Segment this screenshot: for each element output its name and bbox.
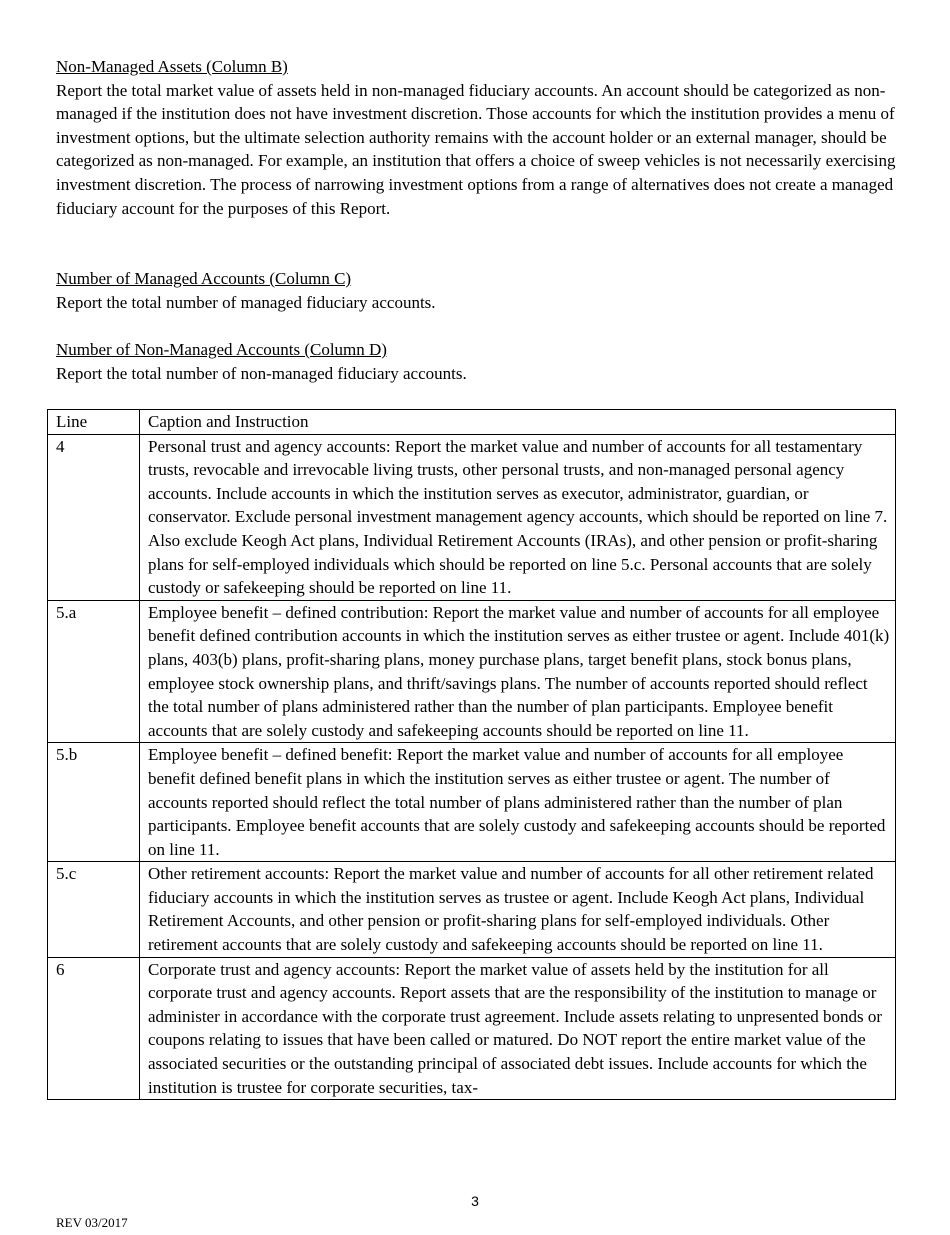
line-number: 5.a [48,600,140,743]
header-caption: Caption and Instruction [140,410,896,435]
section-heading: Non-Managed Assets (Column B) [56,57,288,76]
caption-instruction: Other retirement accounts: Report the market value and number of accounts for all other retirement related fiduciary accounts in which the institution serves as trustee or agent. Include Keogh Act plans, Individual Retirement Accounts, and other pension or profit-sharing plans for self-employed individuals. Other retirement accounts that are solely custody and safekeeping accounts should be reported on line 11. [140,862,896,957]
header-line: Line [48,410,140,435]
table-row [48,600,896,743]
table-row [48,743,896,862]
table-header-row [48,410,896,435]
section-heading: Number of Managed Accounts (Column C) [56,269,352,288]
table-row [48,434,896,600]
line-number: 6 [48,957,140,1100]
caption-instruction: Personal trust and agency accounts: Report the market value and number of accounts for all testamentary trusts, revocable and irrevocable living trusts, other personal trusts, and non-managed personal agency accounts. Include accounts in which the institution serves as executor, administrator, guardian, or conservator. Exclude personal investment management agency accounts, which should be reported on line 7. Also exclude Keogh Act plans, Individual Retirement Accounts (IRAs), and other pension or profit-sharing plans for self-employed individuals which should be reported on line 5.c. Personal accounts that are solely custody or safekeeping should be reported on line 11. [140,434,896,600]
section-text: Report the total market value of assets held in non-managed fiduciary accounts. An account should be categorized as non-managed if the institution does not have investment discretion. Those accounts for which the institution provides a menu of investment options, but the ultimate selection authority remains with the account holder or an external manager, should be categorized as non-managed. For example, an institution that offers a choice of sweep vehicles is not necessarily exercising investment discretion. The process of narrowing investment options from a range of alternatives does not create a managed fiduciary account for the purposes of this Report. [56,80,896,218]
instructions-table [47,409,896,1100]
line-number: 5.b [48,743,140,862]
section-text: Report the total number of managed fiduciary accounts. [56,292,436,312]
caption-instruction: Corporate trust and agency accounts: Report the market value of assets held by the institution for all corporate trust and agency accounts. Report assets that are the responsibility of the institution to manage or administer in accordance with the corporate trust agreement. Include assets relating to unpresented bonds or coupons relating to issues that have been called or matured. Do NOT report the entire market value of the associated securities or the outstanding principal of associated debt issues. Include accounts for which the institution is trustee for corporate securities, tax- [140,957,896,1100]
line-number: 5.c [48,862,140,957]
caption-instruction: Employee benefit – defined contribution: Report the market value and number of accounts for all employee benefit defined contribution accounts in which the institution serves as either trustee or agent. Include 401(k) plans, 403(b) plans, profit-sharing plans, money purchase plans, target benefit plans, stock bonus plans, employee stock ownership plans, and thrift/savings plans. The number of accounts reported should reflect the total number of plans administered rather than the number of plan participants. Employee benefit accounts that are solely custody and safekeeping accounts should be reported on line 11. [140,600,896,743]
section-text: Report the total number of non-managed fiduciary accounts. [56,363,467,383]
section-heading: Number of Non-Managed Accounts (Column D) [56,340,387,359]
page-number: 3 [471,1193,479,1209]
caption-instruction: Employee benefit – defined benefit: Report the market value and number of accounts for all employee benefit defined benefit plans in which the institution serves as either trustee or agent. The number of accounts reported should reflect the total number of plans administered rather than the number of plan participants. Employee benefit accounts that are solely custody and safekeeping accounts should be reported on line 11. [140,743,896,862]
section-number-managed-accounts [56,267,906,314]
line-number: 4 [48,434,140,600]
section-non-managed-assets [56,55,906,220]
table-row [48,957,896,1100]
table-row [48,862,896,957]
section-number-non-managed-accounts [56,338,906,385]
revision-label: REV 03/2017 [56,1215,128,1230]
